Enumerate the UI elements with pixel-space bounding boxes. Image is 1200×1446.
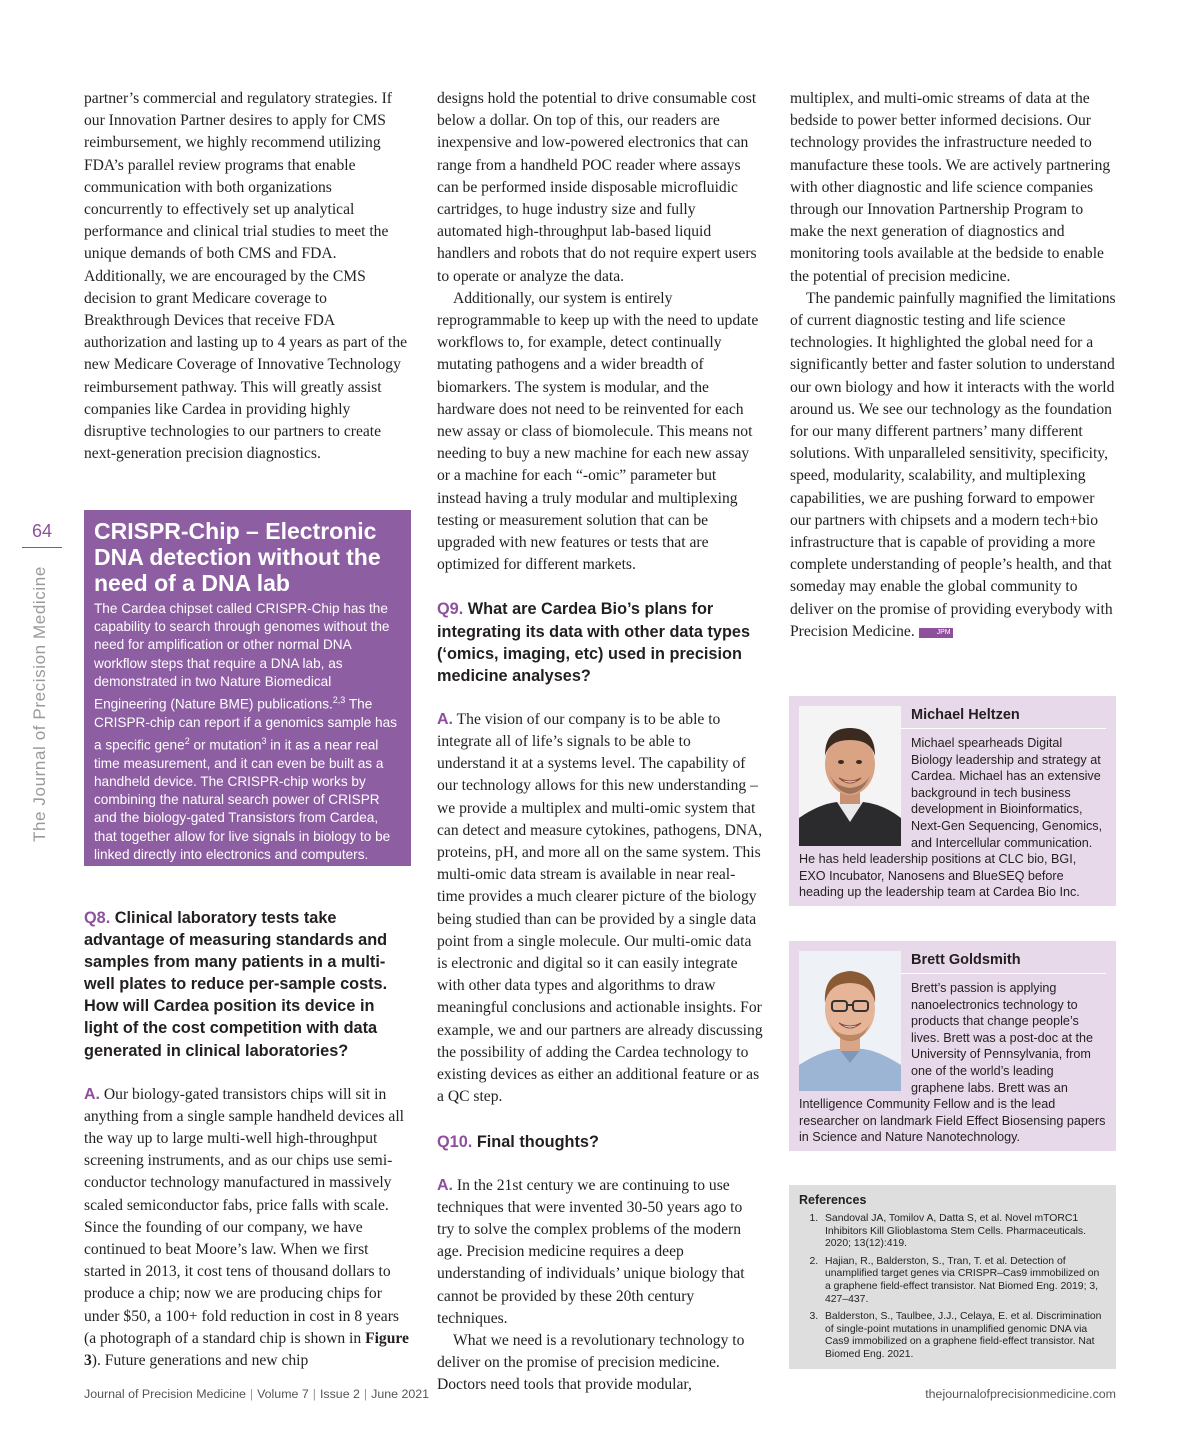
a9-paragraph (437, 709, 763, 1109)
figure-3-ref: Figure 3 (84, 1329, 409, 1370)
callout-body-part3: or mutation (189, 737, 262, 753)
jpm-end-mark-icon: JPM (919, 628, 953, 638)
page-number-rule (22, 547, 62, 548)
reference-item: 1. Sandoval JA, Tomilov A, Datta S, et al. Novel mTORC1 Inhibitors Kill Glioblastoma Stem Cells. Pharmaceuticals. 2020; 13(12):419. (821, 1213, 1106, 1251)
bio-name-michael: Michael Heltzen (799, 706, 1106, 729)
q10-heading (437, 1131, 763, 1153)
reference-item: 2. Hajian, R., Balderston, S., Tran, T. et al. Detection of unamplified target genes via CRISPR–Cas9 immobilized on a graphene field-effect transistor. Nat Biomed Eng. 2019; 3, 427–437. (821, 1256, 1106, 1306)
a8-label: A. (84, 1085, 100, 1103)
references-list (799, 1213, 1106, 1362)
column-2 (437, 88, 763, 1397)
footer-issue: Issue 2 (319, 1387, 360, 1401)
a8-paragraph (84, 1084, 412, 1373)
callout-body-part4: in it as a near real time measurement, and it can even be built as a handheld device. The CRISPR-chip works by combining the natural search power of CRISPR and the biology-gated Transistors from Cardea, that together allow for live signals in biology to be linked directly into electronics and computers. (94, 737, 391, 862)
callout-sup-2: 2 (184, 735, 190, 746)
portrait-michael-icon (799, 706, 901, 846)
q8-question: Clinical laboratory tests take advantage of measuring standards and samples from many patients in a multi-well plates to reduce per-sample costs. How will Cardea position its device in light of the cost competition with data generated in clinical laboratories? (84, 909, 388, 1060)
bio-michael-heltzen (789, 696, 1116, 906)
col2-paragraph-2: Additionally, our system is entirely reprogrammable to keep up with the need to update workflows to, for example, detect continually mutating pathogens and a wider breadth of biomarkers. The system is modular, and the hardware does not need to be reinvented for each new assay or class of biomolecule. This means not needing to buy a new machine for each new assay or a machine for each “-omic” parameter but instead having a truly modular and multiplexing testing or measurement solution that can be upgraded with new features or tests that are optimized for different markets. (437, 289, 759, 574)
bio-text-brett: Brett’s passion is applying nanoelectronics technology to products that change people’s lives. Brett was a post-doc at the University of Pennsylvania, from one of the world’s leading graphene labs. Brett was an Intelligence Community Fellow and is the lead researcher on landmark Field Effect Biosensing papers in Science and Nature Nanotechnology. (799, 981, 1106, 1145)
journal-name-vertical: The Journal of Precision Medicine (30, 566, 49, 842)
callout-sup-3: 3 (261, 735, 267, 746)
col3-paragraph-2 (790, 288, 1118, 643)
a9-label: A. (437, 710, 453, 728)
col3-paragraph-1: multiplex, and multi-omic streams of data at the bedside to power better informed decisions. Our technology provides the infrastructure needed to manufacture these tools. We are actively partnering with other diagnostic and life science companies through our Innovation Partnership Program to make the next generation of diagnostics and monitoring tools available at the bedside to enable the potential of precision medicine. (790, 90, 1111, 285)
callout-body-part2: The CRISPR-chip can report if a genomics sample has a specific gene (94, 696, 397, 753)
footer-citation (84, 1387, 429, 1401)
references-box (789, 1185, 1116, 1369)
column-3 (790, 88, 1118, 643)
a10-text-1: In the 21st century we are continuing to use techniques that were invented 30-50 years ago to try to solve the complex problems of the modern age. Precision medicine requires a deep understanding of individuals’ unique biology that cannot be provided by these 20th century techniques. (437, 1176, 745, 1327)
q10-question: Final thoughts? (472, 1132, 599, 1151)
col1-intro-paragraph: partner’s commercial and regulatory strategies. If our Innovation Partner desires to apply for CMS reimbursement, we highly recommend utilizing FDA’s parallel review programs that enable communication with both organizations concurrently to effectively set up analytical performance and clinical trial studies to meet the unique demands of both CMS and FDA. Additionally, we are encouraged by the CMS decision to grant Medicare coverage to Breakthrough Devices that receive FDA authorization and lasting up to 4 years as part of the new Medicare Coverage of Innovative Technology reimbursement pathway. This will greatly assist companies like Cardea in providing highly disruptive technologies to our partners to create next-generation precision diagnostics. (84, 90, 408, 463)
column-1-lower (84, 907, 412, 1372)
footer-website-link[interactable]: thejournalofprecisionmedicine.com (925, 1387, 1116, 1401)
col2-paragraph-1: designs hold the potential to drive consumable cost below a dollar. On top of this, our readers are inexpensive and low-powered electronics that can range from a handheld POC reader where assays can be performed inside disposable microfluidic cartridges, to huge industry size and fully automated high-throughput lab-based liquid handlers and robots that do not require expert users to operate or analyze the data. (437, 90, 757, 285)
q9-number: Q9. (437, 600, 464, 619)
q9-question: What are Cardea Bio’s plans for integrating its data with other data types (‘omics, imaging, etc) used in precision medicine analyses? (437, 600, 751, 685)
footer-separator: | (312, 1387, 316, 1401)
footer-separator: | (363, 1387, 368, 1401)
callout-body (94, 600, 401, 864)
bio-text-michael: Michael spearheads Digital Biology leadership and strategy at Cardea. Michael has an extensive background in tech business development in Bioinformatics, Next-Gen Sequencing, Genomics, and Intercellular communication. He has held leadership positions at CLC bio, BGI, EXO Incubator, Nanosens and BlueSEQ before heading up the leadership team at Cardea Bio Inc. (799, 736, 1103, 900)
crispr-chip-callout (84, 510, 411, 866)
a10-label: A. (437, 1176, 453, 1194)
bio-name-brett: Brett Goldsmith (799, 951, 1106, 974)
portrait-brett-icon (799, 951, 901, 1091)
callout-body-part1: The Cardea chipset called CRISPR-Chip has the capability to search through genomes without the need for amplification or other normal DNA workflow steps that require a DNA lab, as demonstrated in two Nature Biomedical Engineering (Nature BME) publications. (94, 601, 390, 712)
references-title: References (799, 1193, 867, 1207)
column-1 (84, 88, 412, 465)
callout-title: CRISPR-Chip – Electronic DNA detection without the need of a DNA lab (94, 518, 381, 596)
a10-paragraph-2: What we need is a revolutionary technology to deliver on the promise of precision medicine. Doctors need tools that provide modular, (437, 1332, 745, 1394)
a10-paragraph-1 (437, 1175, 763, 1330)
q9-heading (437, 598, 763, 686)
a8-text-post: ). Future generations and new chip (91, 1352, 309, 1370)
q10-number: Q10. (437, 1132, 473, 1151)
reference-item: 3. Balderston, S., Taulbee, J.J., Celaya, E. et al. Discrimination of single-point mutations in unamplified genomic DNA via Cas9 immobilized on a graphene field-effect transistor. Nat Biomed Eng. 2021. (821, 1311, 1106, 1361)
col3-paragraph-2-text: The pandemic painfully magnified the limitations of current diagnostic testing and life science technologies. It highlighted the global need for a significantly better and faster solution to understand our own biology and how it interacts with the world around us. We see our technology as the foundation for our many different partners’ many different solutions. With unparalleled sensitivity, specificity, speed, modularity, scalability, and multiplexing capabilities, we are pushing forward to empower our partners with chipsets and a modern tech+bio infrastructure that is capable of providing a more complete understanding of people’s health, and that someday may enable the global community to deliver on the promise of providing everybody with Precision Medicine. (790, 289, 1116, 640)
michael-heltzen-photo (799, 706, 901, 846)
footer-date: June 2021 (371, 1387, 430, 1401)
footer-journal: Journal of Precision Medicine (84, 1387, 246, 1401)
callout-sup-1: 2,3 (332, 695, 346, 706)
q8-number: Q8. (84, 909, 111, 927)
q8-heading (84, 907, 412, 1062)
a8-text-pre: Our biology-gated transistors chips will sit in anything from a single sample handheld devices all the way up to large multi-well high-throughput screening instruments, and as our chips use semi-conductor technology manufactured in massively scaled semiconductor fabs, price falls with scale. Since the founding of our company, we have continued to beat Moore’s law. When we first started in 2013, it cost tens of thousand dollars to produce a chip; now we are producing chips for under $50, a 100+ fold reduction in cost in 8 years (a photograph of a standard chip is shown in (84, 1085, 405, 1347)
brett-goldsmith-photo (799, 951, 901, 1091)
footer-separator: | (249, 1387, 254, 1401)
footer-volume: Volume 7 (257, 1387, 309, 1401)
page-number: 64 (32, 521, 53, 541)
a9-text: The vision of our company is to be able to integrate all of life’s signals to be able to understand it at a systems level. The capability of our technology allows for this new understanding – we provide a multiplex and multi-omic system that can detect and measure cytokines, pathogens, DNA, proteins, pH, and more all on the same system. This multi-omic data stream is available in near real-time provides a much clearer picture of the biology being studied than can be provided by a single data point from a single molecule. Our multi-omic data is electronic and digital so it can easily integrate with other data types and algorithms to draw meaningful conclusions and actionable insights. For example, we and our partners are already discussing the possibility of adding the Cardea technology to existing devices as either an additional feature or as a QC step. (437, 710, 763, 1106)
bio-brett-goldsmith (789, 941, 1116, 1151)
